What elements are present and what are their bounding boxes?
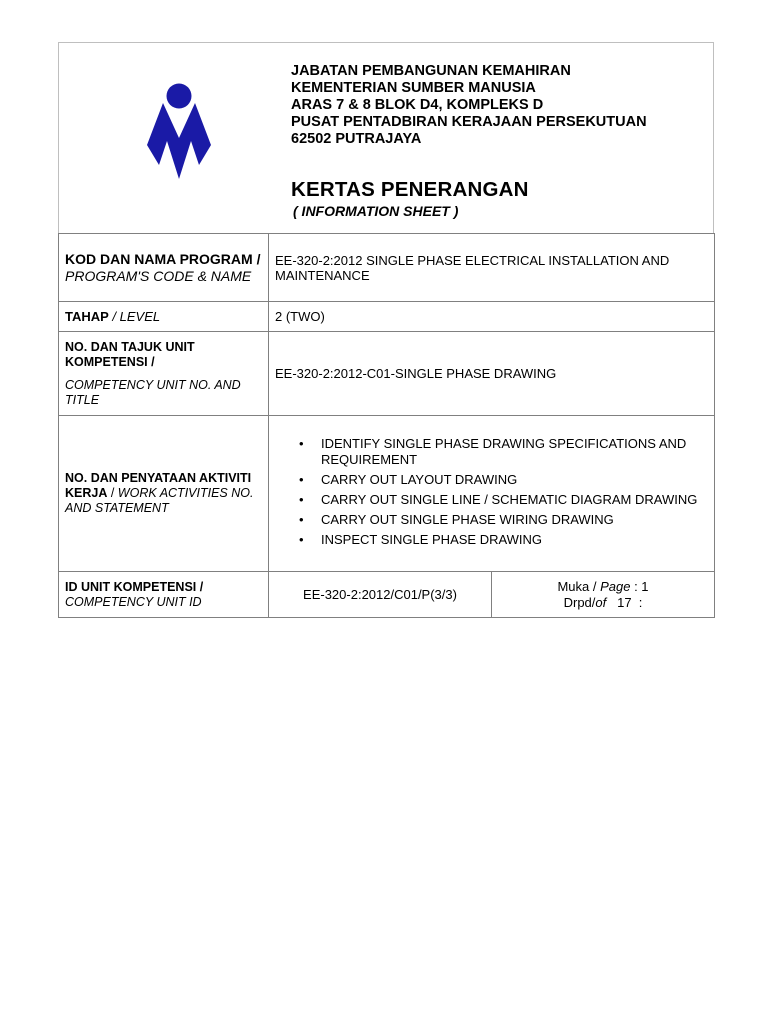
org-line: 62502 PUTRAJAYA bbox=[291, 131, 422, 147]
bullet-icon: • bbox=[299, 471, 304, 487]
activities-value-cell bbox=[269, 416, 715, 572]
org-line: PUSAT PENTADBIRAN KERAJAAN PERSEKUTUAN bbox=[291, 114, 647, 130]
unit-id-value: EE-320-2:2012/C01/P(3/3) bbox=[269, 572, 492, 618]
program-label-cell bbox=[59, 234, 269, 302]
document-subtitle: ( INFORMATION SHEET ) bbox=[293, 203, 459, 219]
page-label-en: Page bbox=[600, 578, 631, 594]
activity-item bbox=[299, 491, 708, 508]
of-label-en: of bbox=[595, 594, 607, 610]
bullet-icon: • bbox=[299, 491, 304, 507]
bullet-icon: • bbox=[299, 435, 304, 451]
activity-text: INSPECT SINGLE PHASE DRAWING bbox=[321, 531, 543, 547]
level-row bbox=[59, 302, 715, 332]
activity-item bbox=[299, 471, 708, 488]
agency-logo bbox=[145, 83, 213, 181]
activity-text: IDENTIFY SINGLE PHASE DRAWING SPECIFICATIONS AND REQUIREMENT bbox=[321, 435, 687, 467]
unit-label-en: COMPETENCY UNIT NO. AND TITLE bbox=[65, 377, 241, 407]
activity-item bbox=[299, 531, 708, 548]
unit-id-label-en: COMPETENCY UNIT ID bbox=[65, 594, 202, 609]
unit-label-cell bbox=[59, 332, 269, 416]
bullet-icon: • bbox=[299, 531, 304, 547]
information-sheet bbox=[58, 42, 714, 618]
page-label: Muka / bbox=[557, 578, 601, 594]
program-label: KOD DAN NAMA PROGRAM / bbox=[65, 250, 261, 267]
page-info-cell bbox=[492, 572, 715, 618]
of-value: 17 : bbox=[606, 594, 643, 610]
document-header bbox=[58, 42, 714, 233]
logo-head bbox=[167, 84, 192, 109]
logo-body bbox=[147, 103, 211, 179]
of-label: Drpd/ bbox=[563, 594, 596, 610]
program-value: EE-320-2:2012 SINGLE PHASE ELECTRICAL INSTALLATION AND MAINTENANCE bbox=[269, 234, 715, 302]
unit-id-label: ID UNIT KOMPETENSI / bbox=[65, 579, 204, 594]
page-number bbox=[498, 579, 708, 595]
org-line: ARAS 7 & 8 BLOK D4, KOMPLEKS D bbox=[291, 97, 544, 113]
info-table bbox=[58, 233, 715, 618]
org-line: JABATAN PEMBANGUNAN KEMAHIRAN bbox=[291, 63, 571, 79]
organization-address bbox=[291, 63, 647, 148]
activity-item bbox=[299, 511, 708, 528]
page-total bbox=[498, 595, 708, 611]
bullet-icon: • bbox=[299, 511, 304, 527]
program-label-en: PROGRAM'S CODE & NAME bbox=[65, 267, 252, 284]
level-label: TAHAP bbox=[65, 309, 109, 324]
unit-row bbox=[59, 332, 715, 416]
activities-label-sep: / bbox=[107, 486, 118, 500]
unit-id-label-cell bbox=[59, 572, 269, 618]
activities-list bbox=[275, 436, 708, 548]
document-title: KERTAS PENERANGAN bbox=[291, 178, 529, 201]
activities-label-cell bbox=[59, 416, 269, 572]
level-label-en: / LEVEL bbox=[108, 309, 161, 324]
activity-item bbox=[299, 435, 708, 468]
unit-id-row bbox=[59, 572, 715, 618]
activity-text: CARRY OUT LAYOUT DRAWING bbox=[321, 471, 518, 487]
page-value: : 1 bbox=[630, 578, 649, 594]
activities-label-en: WORK ACTIVITIES NO. AND STATEMENT bbox=[65, 486, 254, 515]
program-row bbox=[59, 234, 715, 302]
org-line: KEMENTERIAN SUMBER MANUSIA bbox=[291, 80, 536, 96]
activity-text: CARRY OUT SINGLE LINE / SCHEMATIC DIAGRAM DRAWING bbox=[321, 491, 698, 507]
unit-value: EE-320-2:2012-C01-SINGLE PHASE DRAWING bbox=[269, 332, 715, 416]
level-label-cell bbox=[59, 302, 269, 332]
unit-label: NO. DAN TAJUK UNIT KOMPETENSI / bbox=[65, 339, 195, 369]
activities-row bbox=[59, 416, 715, 572]
activity-text: CARRY OUT SINGLE PHASE WIRING DRAWING bbox=[321, 511, 614, 527]
level-value: 2 (TWO) bbox=[269, 302, 715, 332]
activities-label: NO. DAN PENYATAAN AKTIVITI KERJA bbox=[65, 471, 252, 500]
